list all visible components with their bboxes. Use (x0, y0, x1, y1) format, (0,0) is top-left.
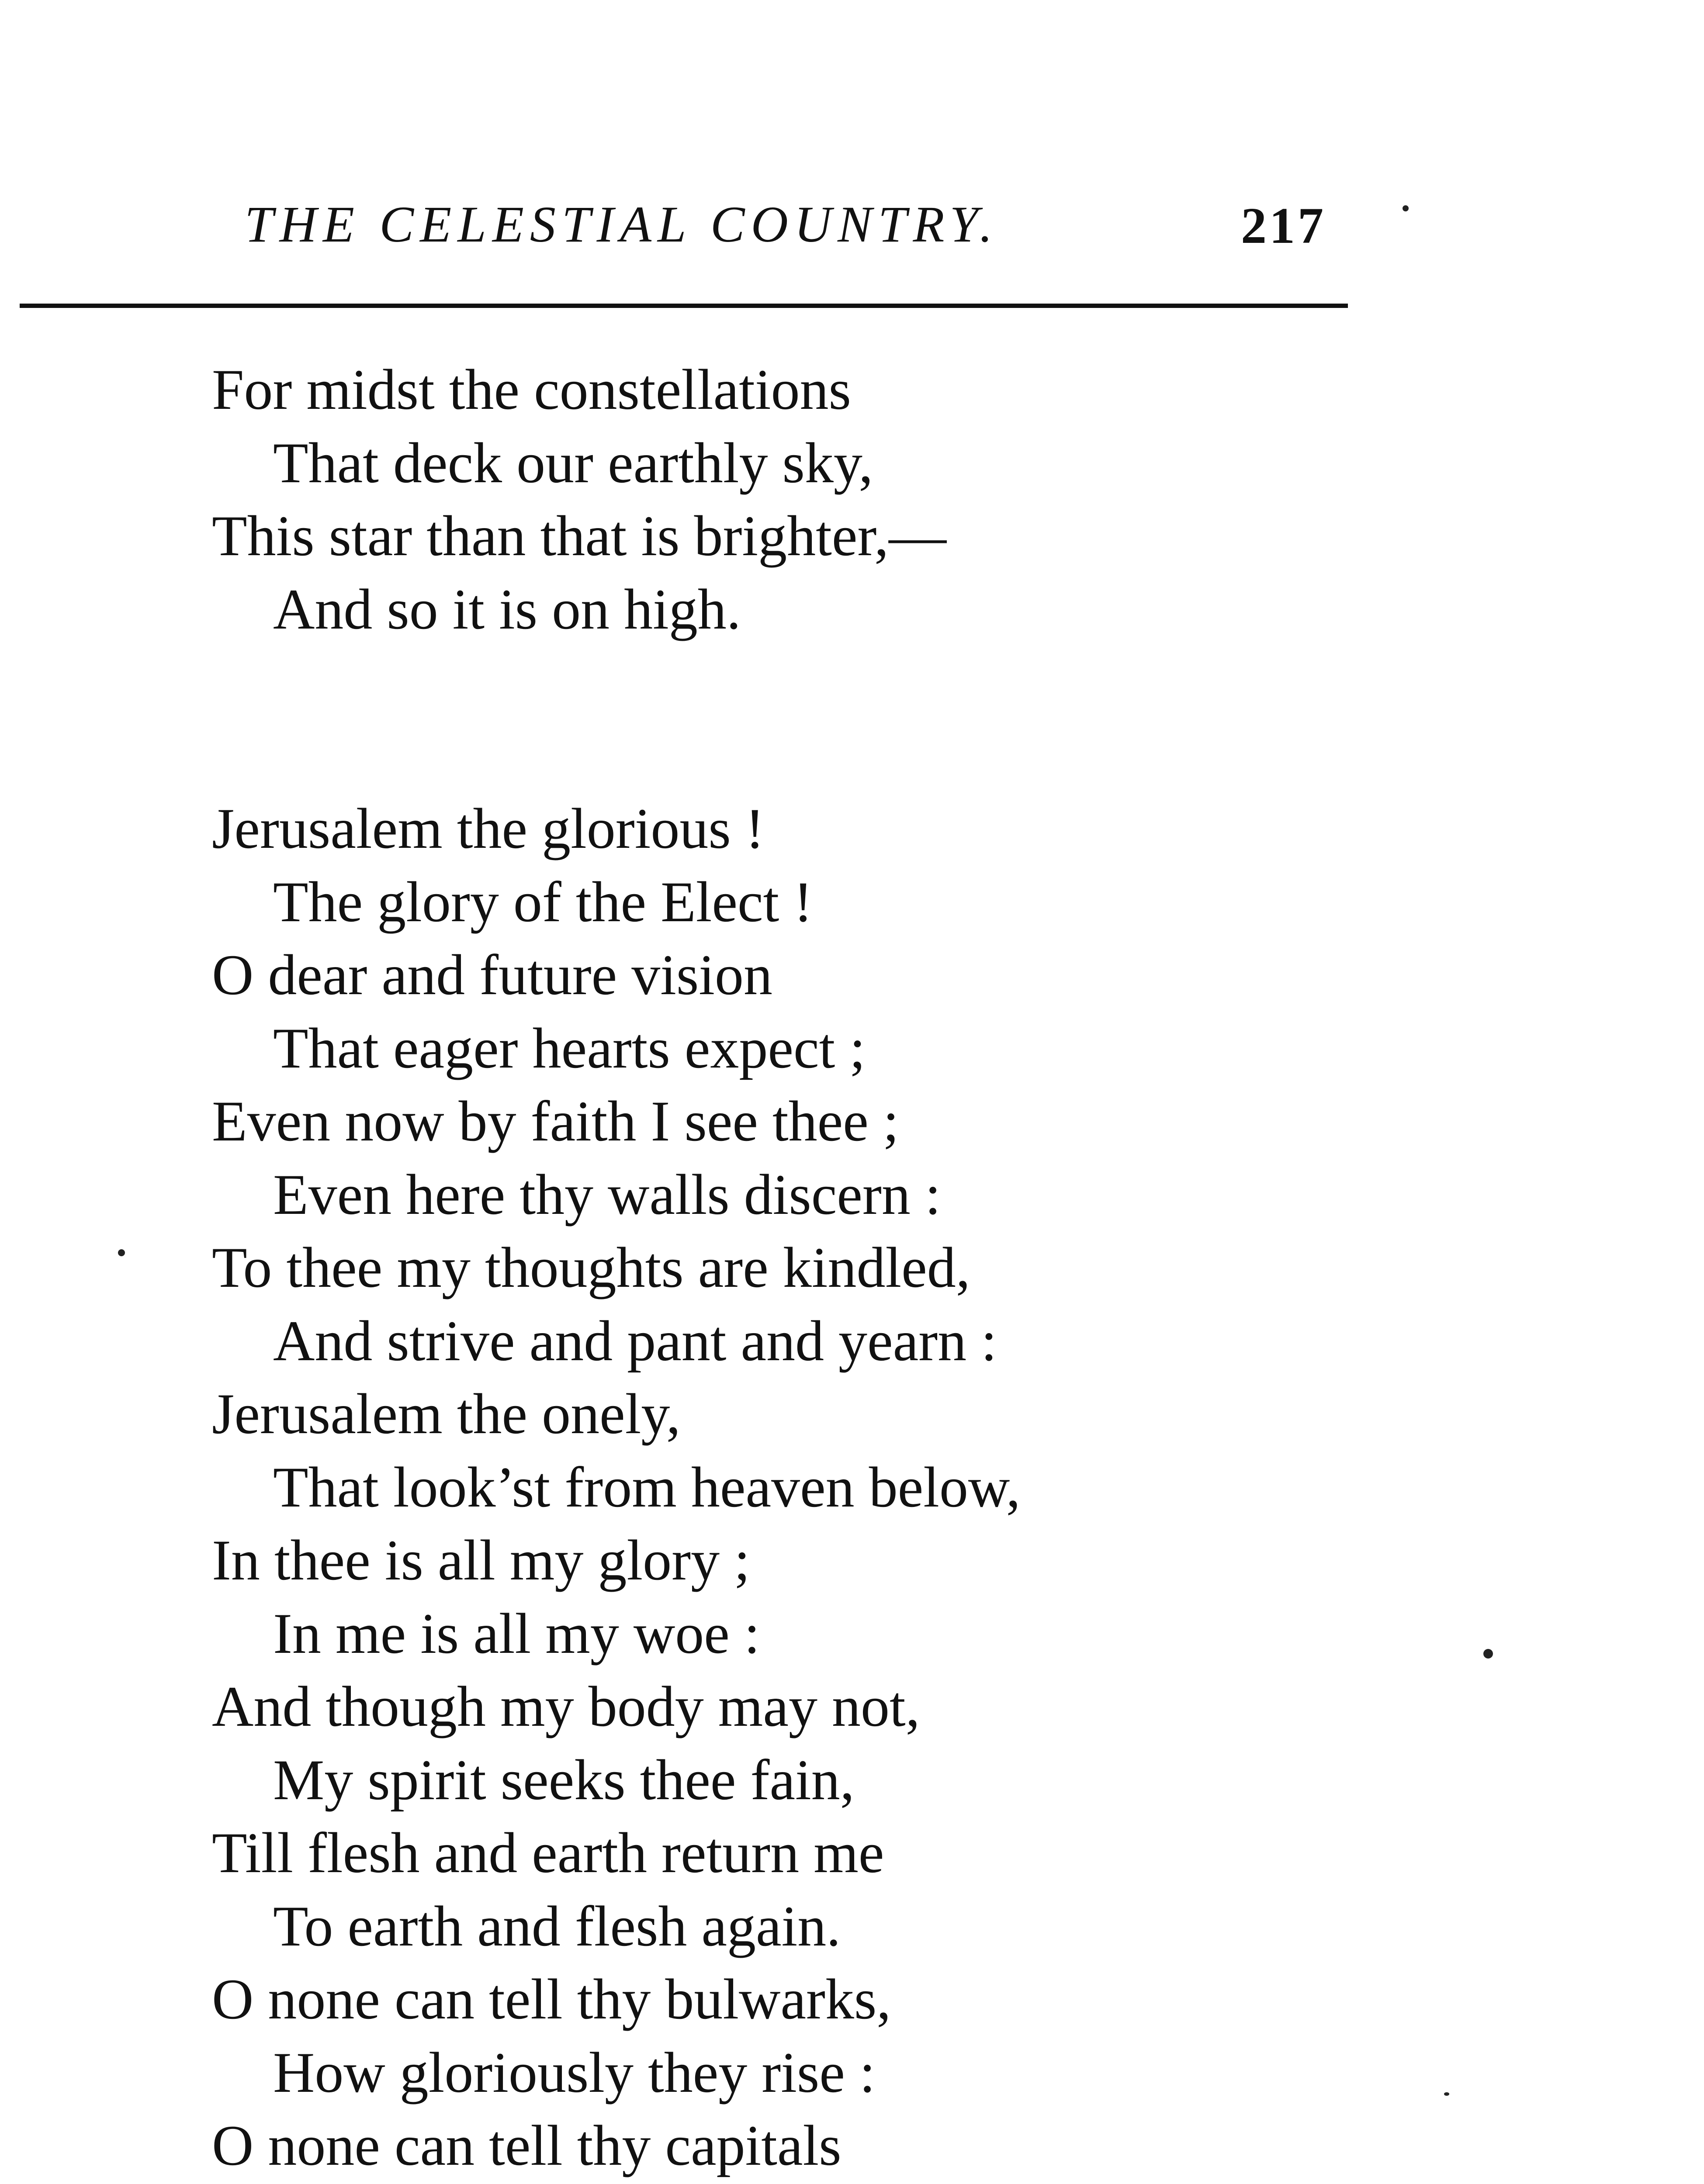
verse-line: And strive and pant and yearn : (273, 1308, 997, 1373)
verse-line: In me is all my woe : (273, 1601, 760, 1666)
verse-line: That deck our earthly sky, (273, 430, 873, 495)
verse-line: My spirit seeks thee fain, (273, 1747, 855, 1812)
verse-line: O none can tell thy bulwarks, (212, 1967, 891, 2031)
verse-line: The glory of the Elect ! (273, 869, 813, 934)
stanza-2 (212, 792, 1021, 2184)
verse-line: And so it is on high. (273, 577, 741, 641)
verse-line: To earth and flesh again. (273, 1894, 841, 1958)
scan-speck (1403, 205, 1409, 211)
verse-line: Even now by faith I see thee ; (212, 1089, 899, 1153)
verse-line: And though my body may not, (212, 1674, 920, 1738)
verse-line: Jerusalem the onely, (212, 1382, 681, 1446)
verse-line: Even here thy walls discern : (273, 1162, 941, 1227)
verse-line: For midst the constellations (212, 357, 851, 422)
running-title: THE CELESTIAL COUNTRY. (245, 196, 999, 253)
stanza-1 (212, 353, 946, 646)
verse-line: In thee is all my glory ; (212, 1528, 750, 1592)
verse-line: This star than that is brighter,— (212, 504, 947, 568)
header-rule (20, 304, 1348, 308)
verse-line: O dear and future vision (212, 943, 772, 1007)
verse-line: Till flesh and earth return me (212, 1821, 884, 1885)
verse-line: That look’st from heaven below, (273, 1455, 1021, 1519)
verse-line: How gloriously they rise : (273, 2040, 876, 2105)
verse-line: O none can tell thy capitals (212, 2113, 842, 2177)
scan-speck (118, 1249, 125, 1256)
scan-speck (1444, 2092, 1449, 2096)
page-number: 217 (1241, 197, 1326, 254)
scan-speck (1483, 1649, 1493, 1659)
verse-line: Jerusalem the glorious ! (212, 796, 765, 860)
verse-line: That eager hearts expect ; (273, 1016, 866, 1080)
verse-line (212, 2182, 1021, 2184)
verse-line: To thee my thoughts are kindled, (212, 1235, 970, 1299)
